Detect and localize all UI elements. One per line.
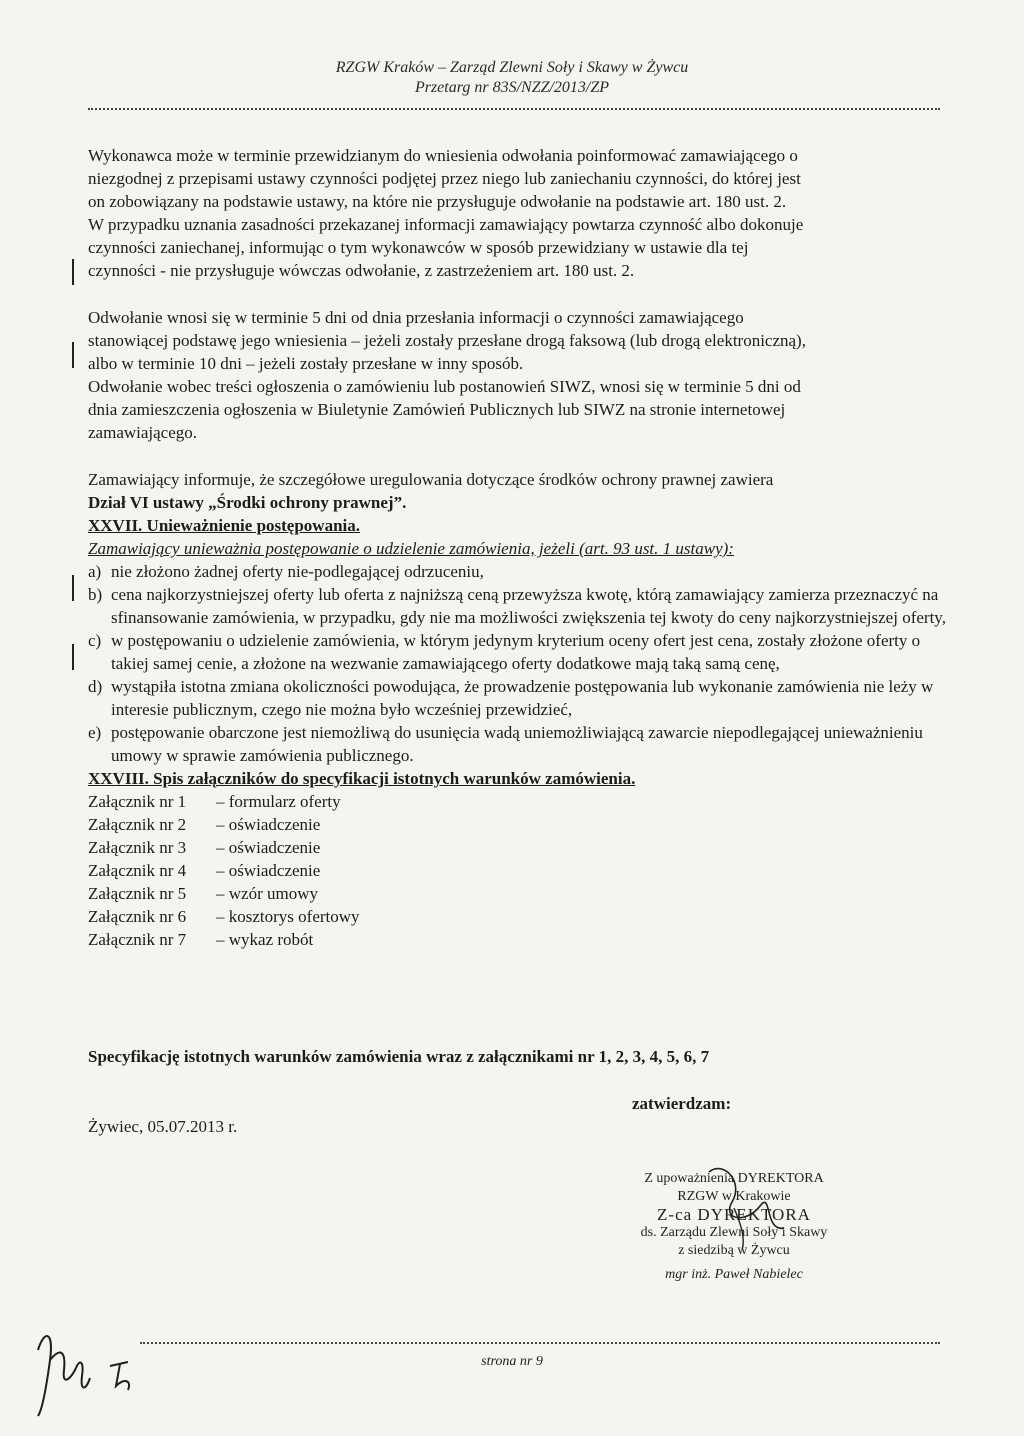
list-item-text: postępowanie obarczone jest niemożliwą do usunięcia wadą uniemożliwiającą zawarcie niepodlegającej unieważnieniu umowy w sprawie zamówienia publicznego. (111, 723, 923, 765)
document-body (88, 144, 948, 951)
approval-label: zatwierdzam: (632, 1094, 732, 1113)
text-line: czynności zaniechanej, informując o tym wykonawców w sposób przewidziany w ustawie dla tej (88, 238, 749, 257)
attachment-desc: – oświadczenie (216, 838, 321, 857)
margin-mark (72, 575, 74, 601)
stamp-line: ds. Zarządu Zlewni Soły i Skawy (640, 1225, 828, 1240)
list-item-text: nie złożono żadnej oferty nie-podlegającej odrzuceniu, (111, 562, 484, 581)
handwritten-initials (24, 1320, 164, 1420)
margin-mark (72, 342, 74, 368)
attachment-item (88, 905, 948, 928)
paragraph-appeal (88, 306, 948, 444)
attachment-item (88, 790, 948, 813)
paragraph-legal-protection (88, 468, 948, 514)
list-marker: d) (88, 677, 103, 696)
footer-divider (140, 1342, 940, 1344)
list-item (88, 560, 948, 583)
attachment-desc: – wykaz robót (216, 930, 314, 949)
attachment-desc: – oświadczenie (216, 815, 321, 834)
text-line: Odwołanie wobec treści ogłoszenia o zamówieniu lub postanowień SIWZ, wnosi się w terminie 5 dni od (88, 377, 801, 396)
attachment-desc: – oświadczenie (216, 861, 321, 880)
list-item-text: wystąpiła istotna zmiana okoliczności powodująca, że prowadzenie postępowania lub wykonanie zamówienia nie leży w interesie publicznym, czego nie można było wcześniej przewidzieć, (111, 677, 934, 719)
handwritten-signature (614, 1162, 854, 1252)
attachment-desc: – kosztorys ofertowy (216, 907, 360, 926)
place-and-date: Żywiec, 05.07.2013 r. (88, 1117, 238, 1136)
stamp-line: RZGW w Krakowie (677, 1189, 791, 1204)
attachment-label: Załącznik nr 6 (88, 907, 187, 926)
list-item-text: cena najkorzystniejszej oferty lub oferta z najniższą ceną przewyższa kwotę, którą zamawiający zamierza przeznaczyć na sfinansowanie zamówienia, w przypadku, gdy nie ma możliwości zwiększenia tej kwoty do ceny najkorzystniejszej oferty, (111, 585, 946, 627)
list-item (88, 721, 948, 767)
stamp-line: z siedzibą w Żywcu (678, 1243, 790, 1258)
attachment-label: Załącznik nr 4 (88, 861, 187, 880)
header-line-2: Przetarg nr 83S/NZZ/2013/ZP (414, 79, 610, 96)
section-title-attachments: XXVIII. Spis załączników do specyfikacji istotnych warunków zamówienia. (88, 769, 636, 788)
list-marker: a) (88, 562, 102, 581)
text-line: on zobowiązany na podstawie ustawy, na które nie przysługuje odwołanie na podstawie art. 180 ust. 2. (88, 192, 787, 211)
attachment-label: Załącznik nr 3 (88, 838, 187, 857)
paragraph-information (88, 144, 948, 282)
attachment-label: Załącznik nr 2 (88, 815, 187, 834)
attachment-item (88, 882, 948, 905)
text-line: Dział VI ustawy „Środki ochrony prawnej”. (88, 493, 407, 512)
section-title-cancellation: XXVII. Unieważnienie postępowania. (88, 516, 361, 535)
attachments-list (88, 790, 948, 951)
text-line: stanowiącej podstawę jego wniesienia – jeżeli zostały przesłane drogą faksową (lub drogą elektroniczną), (88, 331, 806, 350)
cancellation-conditions-list (88, 560, 948, 767)
margin-mark (72, 644, 74, 670)
attachment-label: Załącznik nr 7 (88, 930, 187, 949)
text-line: W przypadku uznania zasadności przekazanej informacji zamawiający powtarza czynność albo dokonuje (88, 215, 804, 234)
text-line: zamawiającego. (88, 423, 198, 442)
stamp-line: Z upoważnienia DYREKTORA (644, 1171, 824, 1186)
list-marker: b) (88, 585, 103, 604)
attachment-label: Załącznik nr 1 (88, 792, 187, 811)
header-divider (88, 108, 940, 110)
list-item (88, 675, 948, 721)
list-item (88, 583, 948, 629)
header-line-1: RZGW Kraków – Zarząd Zlewni Soły i Skawy w Żywcu (335, 59, 689, 76)
page-number: strona nr 9 (481, 1354, 543, 1369)
list-item-text: w postępowaniu o udzielenie zamówienia, w którym jedynym kryterium oceny ofert jest cena, zostały złożone oferty o takiej samej cenie, a złożone na wezwanie zamawiającego oferty dodatkowe mają taką samą cenę, (111, 631, 921, 673)
text-line: czynności - nie przysługuje wówczas odwołanie, z zastrzeżeniem art. 180 ust. 2. (88, 261, 635, 280)
attachment-item (88, 836, 948, 859)
stamp-line: Z-ca DYREKTORA (657, 1205, 811, 1224)
list-marker: c) (88, 631, 102, 650)
text-line: Odwołanie wnosi się w terminie 5 dni od dnia przesłania informacji o czynności zamawiającego (88, 308, 744, 327)
text-line: dnia zamieszczenia ogłoszenia w Biuletynie Zamówień Publicznych lub SIWZ na stronie internetowej (88, 400, 786, 419)
specification-line: Specyfikację istotnych warunków zamówienia wraz z załącznikami nr 1, 2, 3, 4, 5, 6, 7 (88, 1047, 710, 1066)
attachment-desc: – wzór umowy (216, 884, 318, 903)
signer-name: mgr inż. Paweł Nabielec (665, 1267, 803, 1282)
text-line: niezgodnej z przepisami ustawy czynności podjętej przez niego lub zaniechaniu czynności, do której jest (88, 169, 801, 188)
section-intro-cancellation: Zamawiający unieważnia postępowanie o udzielenie zamówienia, jeżeli (art. 93 ust. 1 ustawy): (88, 539, 734, 558)
attachment-item (88, 813, 948, 836)
director-stamp (614, 1170, 854, 1284)
text-line: albo w terminie 10 dni – jeżeli zostały przesłane w inny sposób. (88, 354, 524, 373)
list-marker: e) (88, 723, 102, 742)
attachment-item (88, 928, 948, 951)
margin-mark (72, 259, 74, 285)
text-line: Wykonawca może w terminie przewidzianym do wniesienia odwołania poinformować zamawiającego o (88, 146, 798, 165)
text-line: Zamawiający informuje, że szczegółowe uregulowania dotyczące środków ochrony prawnej zawiera (88, 470, 774, 489)
attachment-label: Załącznik nr 5 (88, 884, 187, 903)
page-header (0, 58, 1024, 98)
list-item (88, 629, 948, 675)
attachment-item (88, 859, 948, 882)
attachment-desc: – formularz oferty (216, 792, 341, 811)
